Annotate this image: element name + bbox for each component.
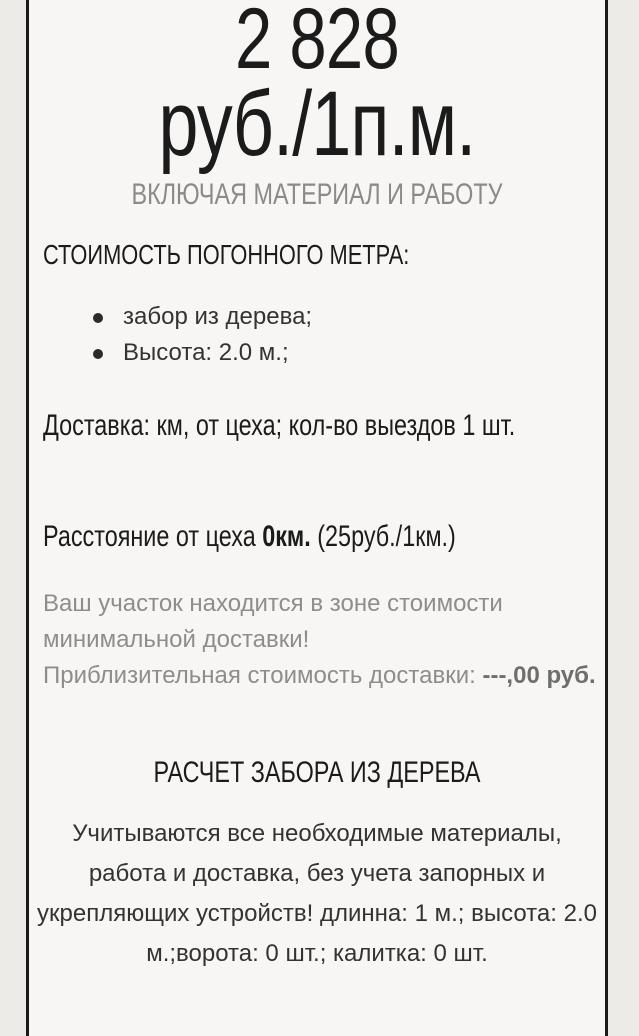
bullet-icon	[93, 313, 103, 323]
zone-message: Ваш участок находится в зоне стоимости минимальной доставки!	[43, 590, 503, 653]
cost-section-title: СТОИМОСТЬ ПОГОННОГО МЕТРА:	[43, 239, 410, 270]
distance-info	[43, 520, 456, 554]
list-item	[93, 299, 312, 335]
price-unit: руб./1п.м.	[158, 73, 476, 175]
price-subtitle: ВКЛЮЧАЯ МАТЕРИАЛ И РАБОТУ	[131, 178, 503, 211]
delivery-info: Доставка: км, от цеха; кол-во выездов 1 шт.	[43, 409, 516, 442]
distance-label: Расстояние от цеха	[43, 520, 263, 553]
list-item-label: Высота: 2.0 м.;	[123, 339, 289, 366]
calculation-params: длинна: 1 м.; высота: 2.0 м.;ворота: 0 шт.; калитка: 0 шт.	[146, 900, 597, 967]
approx-delivery-value: ---,00 руб.	[482, 662, 596, 689]
approx-delivery-label: Приблизительная стоимость доставки:	[43, 662, 483, 689]
delivery-zone-note	[43, 586, 603, 694]
list-item-label: забор из дерева;	[123, 303, 313, 330]
calculation-note: Учитываются все необходимые материалы, работа и доставка, без учета запорных и укрепляющих устройств!	[37, 820, 562, 927]
cost-list	[93, 299, 312, 371]
list-item	[93, 335, 312, 371]
price-block	[29, 0, 605, 175]
calculation-details	[35, 814, 599, 974]
distance-value: 0км.	[262, 520, 311, 553]
bullet-icon	[93, 349, 103, 359]
distance-rate: (25руб./1км.)	[310, 520, 456, 553]
calculation-title: РАСЧЕТ ЗАБОРА ИЗ ДЕРЕВА	[153, 756, 481, 789]
price-card	[26, 0, 608, 1036]
price-amount: 2 828	[235, 0, 399, 87]
